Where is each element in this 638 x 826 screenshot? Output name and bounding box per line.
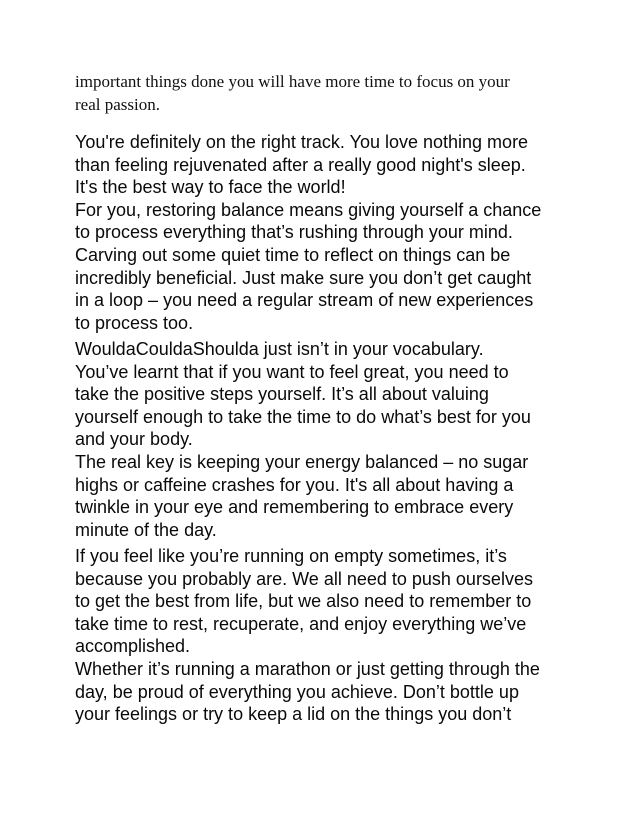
text-line: WouldaCouldaShoulda just isn’t in your vocabulary.	[75, 339, 484, 359]
text-line: day, be proud of everything you achieve. Don’t bottle up	[75, 681, 519, 702]
text-line: to process too.	[75, 312, 194, 333]
text-line: The real key is keeping your energy balanced – no sugar	[75, 451, 529, 472]
text-line: and your body.	[75, 429, 193, 450]
text-line: For you, restoring balance means giving yourself a chance	[75, 199, 542, 220]
text-line: to get the best from life, but we also need to remember to	[75, 591, 532, 612]
text-line: because you probably are. We all need to push ourselves	[75, 568, 533, 589]
intro-paragraph	[75, 70, 575, 116]
paragraph-block-2	[75, 338, 575, 541]
paragraph-block-1	[75, 131, 575, 334]
text-line: incredibly beneficial. Just make sure you don’t get caught	[75, 267, 532, 288]
text-line: in a loop – you need a regular stream of new experiences	[75, 290, 534, 311]
text-line: If you feel like you’re running on empty sometimes, it’s	[75, 546, 507, 566]
text-line: yourself enough to take the time to do what’s best for you	[75, 406, 531, 427]
text-line: twinkle in your eye and remembering to embrace every	[75, 497, 514, 518]
text-line: take the positive steps yourself. It’s all about valuing	[75, 384, 489, 405]
text-line: take time to rest, recuperate, and enjoy everything we’ve	[75, 613, 527, 634]
text-line: accomplished.	[75, 636, 191, 657]
text-line: Carving out some quiet time to reflect on things can be	[75, 244, 511, 265]
text-line: minute of the day.	[75, 519, 217, 540]
text-line: You're definitely on the right track. You love nothing more	[75, 132, 529, 152]
text-line: highs or caffeine crashes for you. It's all about having a	[75, 474, 514, 495]
text-line: your feelings or try to keep a lid on the things you don’t	[75, 704, 512, 725]
text-line: It's the best way to face the world!	[75, 177, 346, 198]
text-line: important things done you will have more time to focus on your	[75, 72, 510, 91]
text-line: than feeling rejuvenated after a really good night's sleep.	[75, 154, 526, 175]
paragraph-block-3	[75, 545, 575, 726]
text-line: Whether it’s running a marathon or just getting through the	[75, 658, 540, 679]
text-line: to process everything that’s rushing through your mind.	[75, 222, 513, 243]
text-line: You’ve learnt that if you want to feel great, you need to	[75, 361, 509, 382]
text-line: real passion.	[75, 95, 160, 114]
